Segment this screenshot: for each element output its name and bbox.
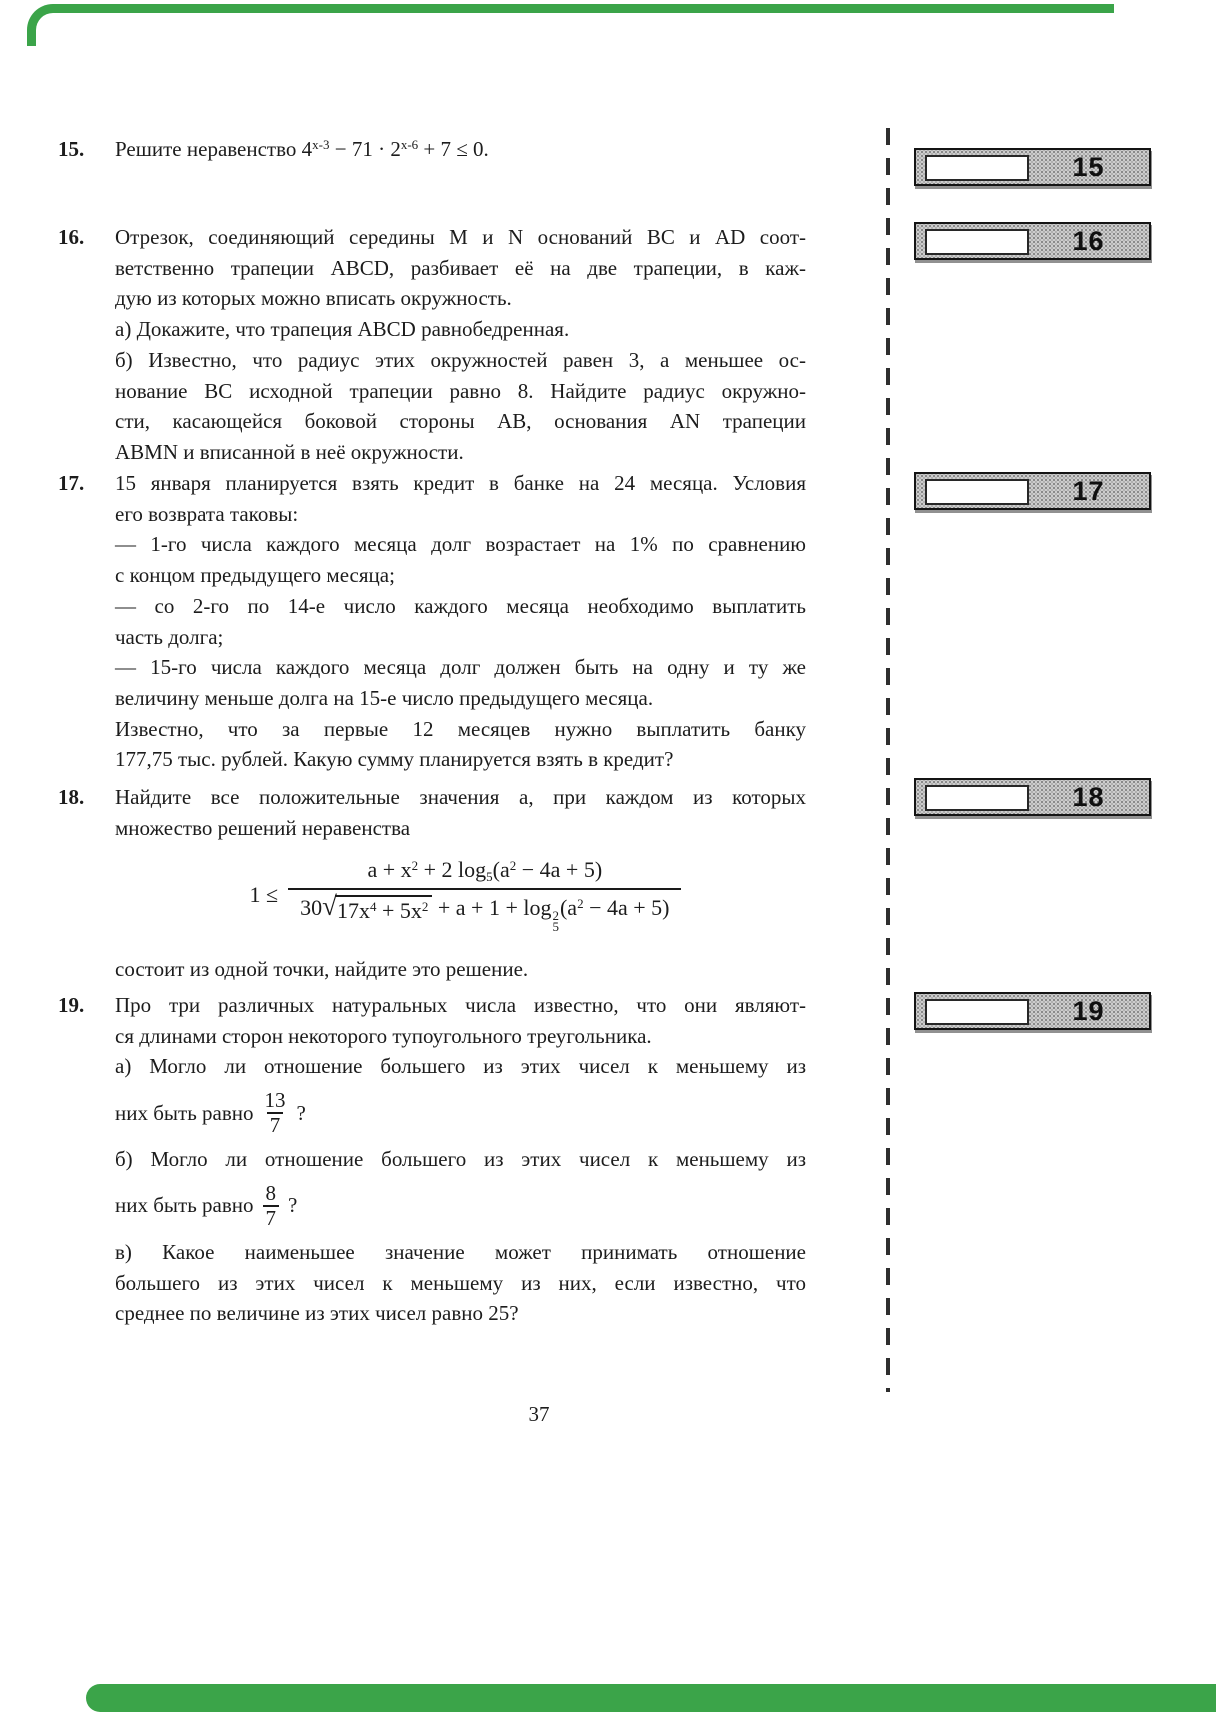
answer-tab-label: 16: [1072, 226, 1105, 256]
text-line: ся длинами сторон некоторого тупоугольного треугольника.: [115, 1023, 652, 1048]
problem-number: 18.: [58, 785, 85, 809]
answer-tab-label: 17: [1072, 476, 1105, 506]
page-bottom-border: [86, 1684, 1216, 1712]
formula-fraction: [288, 857, 681, 935]
answer-tab-label: 18: [1072, 782, 1105, 812]
answer-input-18[interactable]: [925, 785, 1029, 811]
text-line: состоит из одной точки, найдите это решение.: [115, 957, 529, 982]
cut-dashed-line: [886, 128, 890, 1392]
text-line: Найдите все положительные значения a, при каждом из которых: [115, 785, 806, 809]
text-line: — 1-го числа каждого месяца долг возрастает на 1% по сравнению: [115, 532, 806, 557]
text-line: его возврата таковы:: [115, 501, 299, 526]
answer-input-15[interactable]: [925, 155, 1029, 181]
text-line: б) Известно, что радиус этих окружностей равен 3, а меньшее ос-: [115, 347, 806, 372]
text-line-with-fraction: них быть равно 13 7 ?: [115, 1088, 306, 1138]
text-line: а) Могло ли отношение большего из этих чисел к меньшему из: [115, 1054, 806, 1079]
inequality-formula: [125, 857, 806, 935]
text-line: величину меньше долга на 15-е число предыдущего месяца.: [115, 685, 654, 710]
problem-number: 17.: [58, 471, 85, 495]
problem-19: [58, 990, 806, 1329]
text-line: Про три различных натуральных числа известно, что они являют-: [115, 993, 806, 1017]
log-sup-sub: 2 5: [552, 908, 559, 935]
answer-tab-15: [914, 148, 1151, 186]
answer-input-19[interactable]: [925, 999, 1029, 1025]
fraction-8-7: 8 7: [263, 1182, 280, 1230]
text-line: 15 января планируется взять кредит в банке на 24 месяца. Условия: [115, 471, 806, 495]
problem-16: [58, 222, 806, 468]
problem-number: 16.: [58, 225, 85, 249]
exponent: x-6: [400, 137, 419, 152]
text-line: ветственно трапеции ABCD, разбивает её на две трапеции, в каж-: [115, 255, 806, 280]
text-line: Отрезок, соединяющий середины M и N оснований BC и AD соот-: [115, 225, 806, 249]
text-line: часть долга;: [115, 624, 224, 649]
answer-input-16[interactable]: [925, 229, 1029, 255]
text-line: множество решений неравенства: [115, 815, 411, 840]
fraction-13-7: 13 7: [264, 1088, 286, 1138]
text-line: — со 2-го по 14-е число каждого месяца необходимо выплатить: [115, 593, 806, 618]
text-line: 177,75 тыс. рублей. Какую сумму планируется взять в кредит?: [115, 747, 674, 772]
answer-tab-19: [914, 992, 1151, 1030]
exponent: x-3: [312, 137, 330, 152]
text-line: ABMN и вписанной в неё окружности.: [115, 439, 464, 464]
square-root: √ $17x^4 + 5x^2$: [322, 895, 432, 924]
problem-15: [58, 134, 806, 165]
text-line: среднее по величине из этих чисел равно 25?: [115, 1301, 519, 1326]
text-line: а) Докажите, что трапеция ABCD равнобедренная.: [115, 317, 570, 342]
formula-lhs: 1 ≤: [249, 881, 279, 907]
text-line: — 15-го числа каждого месяца долг должен быть на одну и ту же: [115, 655, 806, 680]
text-line: сти, касающейся боковой стороны AB, основания AN трапеции: [115, 409, 806, 434]
text-line: с концом предыдущего месяца;: [115, 563, 395, 588]
answer-tab-16: [914, 222, 1151, 260]
page-top-border: [27, 4, 1114, 46]
answer-input-17[interactable]: [925, 479, 1029, 505]
fraction-denominator: 30 √ $17x^4 + 5x^2$ + a + 1 + log 2 5 $(a^2 - 4a + 5)$: [288, 888, 681, 932]
fraction-numerator: $a + x^2 + 2$ $\log_5(a^2 - 4a + 5)$: [367, 857, 603, 885]
answer-tab-label: 15: [1072, 152, 1105, 182]
problem-number: 15.: [58, 137, 85, 161]
answer-tab-17: [914, 472, 1151, 510]
text-line: Известно, что за первые 12 месяцев нужно выплатить банку: [115, 716, 806, 741]
text-line: в) Какое наименьшее значение может принимать отношение: [115, 1239, 806, 1264]
page-number: 37: [528, 1402, 550, 1426]
answer-tab-18: [914, 778, 1151, 816]
text-line: б) Могло ли отношение большего из этих чисел к меньшему из: [115, 1147, 806, 1172]
text-line: нование BC исходной трапеции равно 8. Найдите радиус окружно-: [115, 378, 806, 403]
text-line: большего из этих чисел к меньшему из них, если известно, что: [115, 1270, 806, 1295]
problem-number: 19.: [58, 993, 85, 1017]
problem-17: [58, 468, 806, 775]
text-line-with-fraction: них быть равно 8 7 ?: [115, 1180, 298, 1230]
answer-tab-label: 19: [1072, 996, 1105, 1026]
text-line: дую из которых можно вписать окружность.: [115, 286, 512, 311]
text-line: Решите неравенство $4^{x-3} - 71 \cdot 2^{x-6} + 7 \le 0$.: [115, 137, 489, 161]
radical-sign: √: [322, 891, 337, 922]
problem-18: [58, 782, 806, 985]
